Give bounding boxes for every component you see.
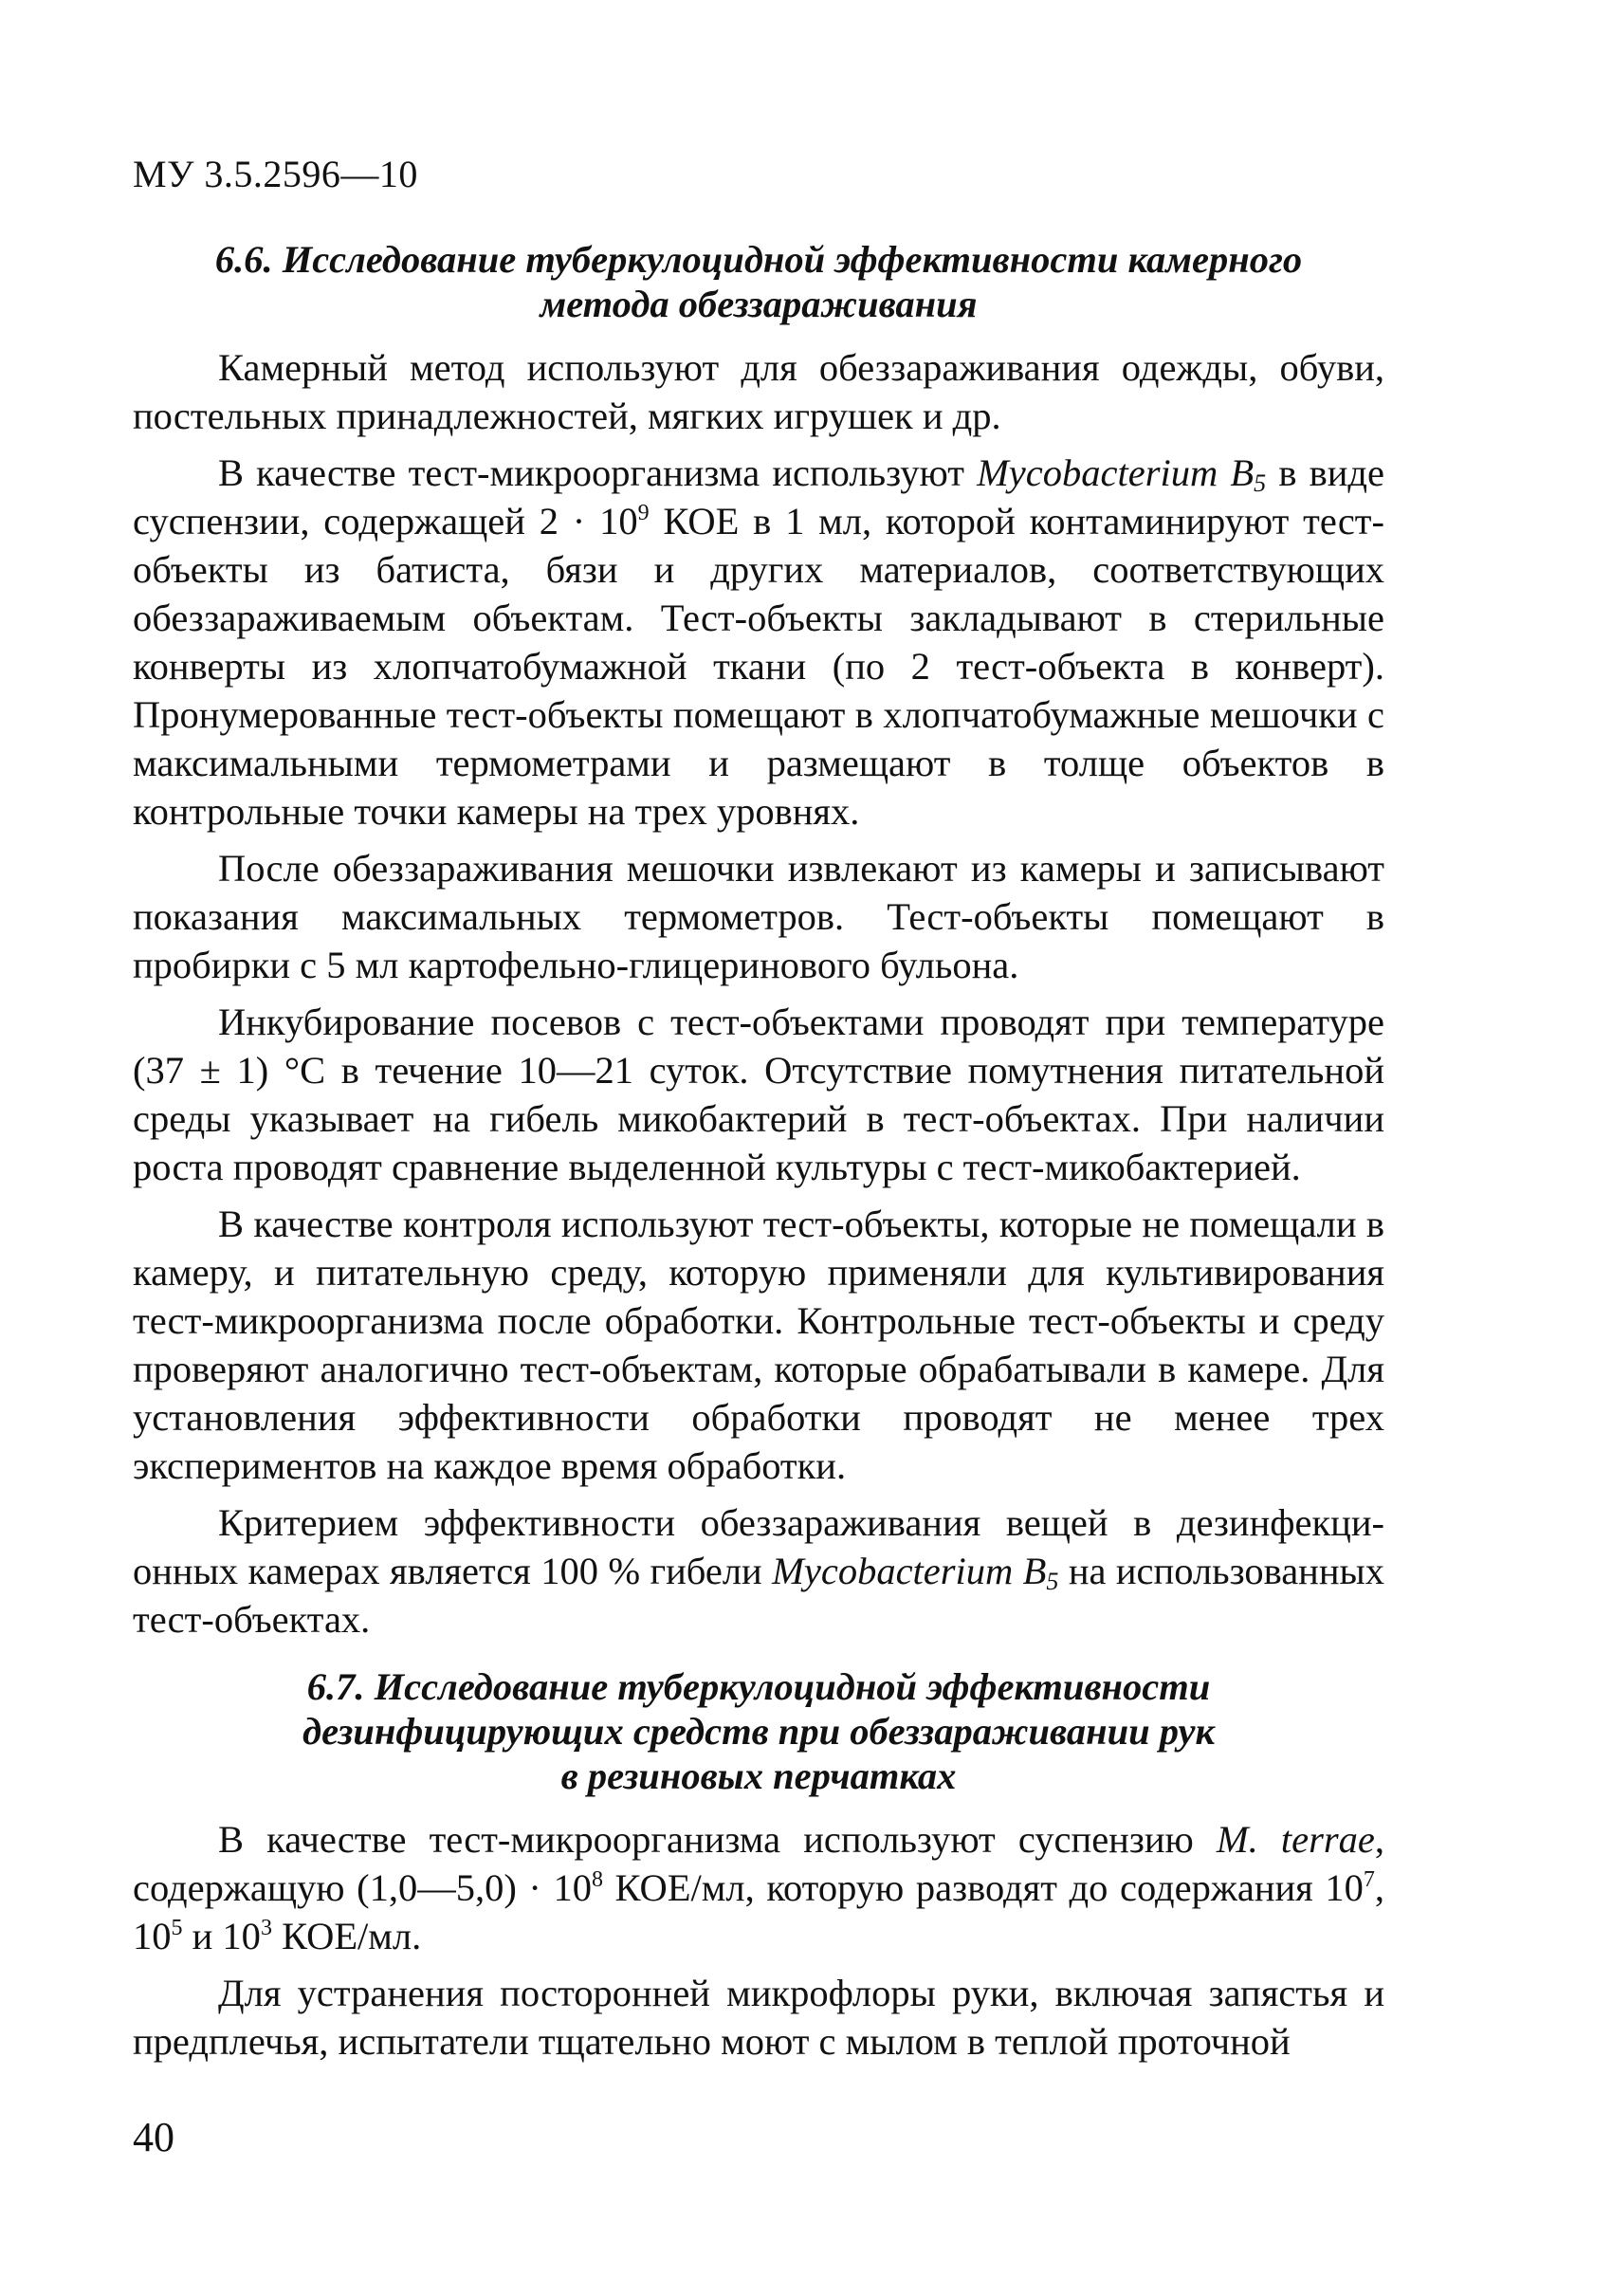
heading-line: в резиновых перчатках [560,1754,957,1797]
organism-name: M. terrae [1216,1818,1375,1861]
text-run: Критерием эффективности обеззараживания вещей в дезинфекционных камерах является 100 % гибели [133,1501,1384,1592]
superscript: 8 [591,1867,603,1892]
text-run: , содержащую (1,0—5,0) · 10 [133,1818,1384,1909]
section-6-7-heading [133,1664,1384,1798]
superscript: 7 [1363,1867,1375,1892]
superscript: 5 [171,1916,183,1940]
running-title: МУ 3.5.2596—10 [133,153,418,195]
superscript: 3 [260,1916,272,1940]
text-run: Mycobacterium B [772,1550,1047,1592]
text-run: в виде суспензии, содержащей 2 · 10 [133,451,1384,542]
heading-line: 6.6. Исследование туберкулоцидной эффективности камерного [214,238,1303,281]
superscript: 9 [637,501,650,525]
organism-name [772,1550,1059,1595]
paragraph [133,449,1384,836]
paragraph [133,1498,1384,1644]
heading-line: дезинфицирующих средств при обеззараживании рук [302,1710,1215,1753]
text-run: КОЕ в 1 мл, которой контаминируют тест-объекты из батиста, бязи и других материалов, соответствующих обеззараживаемым объектам. Тест-объекты закладывают в стерильные конверты из хлопчатобумажной ткани (по 2 тест-объекта в конверт). Пронумерованные тест-объекты помещают в хлопчатобумажные мешочки с максимальными термометрами и размещают в толще объектов в контрольные точки камеры на трех уровнях. [133,500,1384,833]
paragraph: После обеззараживания мешочки извлекают из камеры и записывают показания максимальных термометров. Тест-объекты помещают в пробирки с 5 мл картофельно-глицеринового бульона. [133,847,1384,986]
organism-name [977,451,1267,497]
paragraph: Для устранения посторонней микрофлоры руки, включая запястья и предплечья, испытатели тщательно моют с мылом в теплой проточной [133,1972,1384,2063]
text-run: В качестве тест-микроорганизма используют [218,451,978,494]
text-run: КОЕ/мл, которую разводят до содержания 10 [602,1866,1364,1909]
paragraph: Камерный метод используют для обеззараживания одежды, обуви, постельных принадлежностей, мягких игрушек и др. [133,346,1384,437]
text-run: В качестве тест-микроорганизма используют суспензию [218,1818,1217,1861]
text-run: и 10 [182,1915,261,1957]
subscript: 5 [1254,469,1267,497]
heading-line: метода обеззараживания [540,283,978,325]
paragraph: В качестве контроля используют тест-объекты, которые не помещали в камеру, и питательную среду, которую применяли для культивирования тест-микроорганизма после обработки. Контрольные тест-объекты и среду проверяют аналогично тест-объектам, которые обрабатывали в камере. Для установления эффективности обработки проводят не менее трех экспериментов на каждое время обработки. [133,1203,1384,1487]
paragraph: Инкубирование посевов с тест-объектами проводят при температуре (37 ± 1) °С в течение 10—21 суток. Отсутствие помутнения питательной среды указывает на гибель микобактерий в тест-объектах. При наличии роста проводят сравнение выделенной культуры с тест-микобактерией. [133,1001,1384,1188]
heading-line: 6.7. Исследование туберкулоцидной эффективности [306,1665,1211,1708]
text-run: , 10 [133,1866,1384,1957]
paragraph [133,1815,1384,1960]
page-number: 40 [133,2114,174,2160]
page-content [133,237,1384,2074]
text-run: на использованных тест-объектах. [133,1550,1384,1641]
text-run: Mycobacterium B [977,451,1255,494]
text-run: КОЕ/мл. [271,1915,422,1957]
section-6-6-heading [133,237,1384,326]
subscript: 5 [1046,1568,1059,1595]
